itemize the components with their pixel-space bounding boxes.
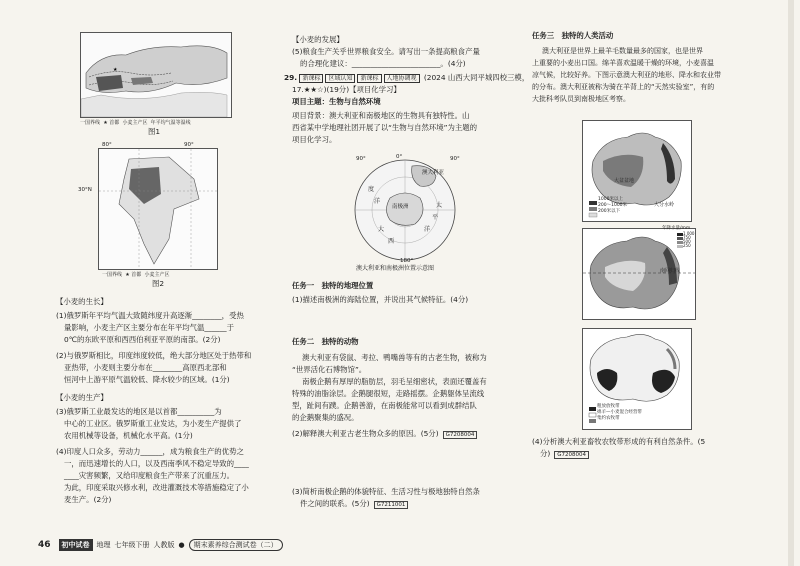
q29-tag-2: 区域认知 — [325, 74, 355, 83]
figure-2-india-map — [98, 148, 218, 270]
q1-line1: (1)俄罗斯年平均气温大致随纬度升高逐渐________，受热 — [56, 311, 244, 320]
project-bg-line1: 项目背景：澳大利亚和南极地区的生物具有独特性。山 — [292, 111, 470, 120]
agri-legend-swatch-3 — [589, 419, 596, 423]
q4-line4: 为此，印度采取兴修水利，改进灌溉技术等措施稳定了小 — [64, 483, 249, 492]
figure-1-russia-map — [80, 32, 232, 118]
task3-text-1: 澳大利亚是世界上最羊毛数量最多的国家，也是世界 — [542, 47, 703, 55]
footer-series: 初中试卷 — [59, 539, 93, 551]
globe-ocean-2: 洋 — [374, 198, 381, 205]
task3-text-2: 上重要的小麦出口国。绵羊喜欢温暖干燥的环境，小麦喜温 — [532, 59, 714, 67]
development-title: 【小麦的发展】 — [292, 35, 344, 44]
fig2-legend-border: 一国界线 — [102, 272, 123, 278]
q2-line2: 亚热带，小麦则主要分布在________高原西北部和 — [64, 363, 227, 372]
fig1-caption: 图1 — [148, 127, 161, 136]
q5-line2: 的合理化建议：________________________。(4分) — [300, 59, 466, 68]
footer-edition: 人教版 — [153, 541, 175, 549]
fig2-caption: 图2 — [152, 279, 165, 288]
q5-line1: (5)粮食生产关乎世界粮食安全。请写出一条提高粮食产量 — [292, 47, 480, 56]
q3-line2: 中心的工业区。俄罗斯重工业发达，为小麦生产提供了 — [64, 419, 242, 428]
task2-q3-line1: (3)简析南极企鹅的体貌特征、生活习性与极地独特自然条 — [292, 487, 480, 496]
fig2-legend-wheat: 小麦主产区 — [144, 272, 170, 278]
globe-ocean-3: 太 — [436, 202, 443, 209]
precip-legend-1: 1 000 — [683, 231, 695, 236]
project-bg-line3: 项目化学习。 — [292, 135, 337, 144]
q4-line2: 一，而迅速增长的人口，以及西南季风不稳定导致的____ — [64, 459, 249, 468]
globe-lon90w: 90° — [356, 156, 366, 162]
globe-ocean-6: 大 — [378, 226, 385, 233]
globe-label-australia: 澳大利亚 — [422, 170, 445, 176]
agri-legend-swatch-2 — [589, 413, 596, 417]
globe-lon180: 180° — [400, 258, 414, 264]
q2-line3: 恒河中上游平原气温较低、降水较少的区域。(1分) — [64, 375, 230, 384]
task2-q2-text: (2)解释澳大利亚古老生物众多的原因。(5分) — [292, 429, 439, 438]
globe-lon90e: 90° — [450, 156, 460, 162]
q4-line1: (4)印度人口众多，劳动力______，成为粮食生产的优势之 — [56, 447, 244, 456]
globe-ocean-4: 平 — [432, 214, 439, 221]
growth-title: 【小麦的生长】 — [56, 297, 108, 306]
precip-legend-2: 750 — [683, 235, 691, 240]
globe-ocean-1: 度 — [368, 186, 375, 193]
task2-text-4: 特殊的油脂涂层。企鹅腿很短，走路摇摆。企鹅躯体呈流线 — [292, 389, 485, 398]
terrain-legend-2: 200～1000米 — [598, 203, 628, 208]
task2-q3-line2 — [300, 498, 408, 512]
precip-legend-3: 500 — [683, 239, 691, 244]
task3-text-4: 的分布。澳大利亚被称为骑在羊背上的“天然实验室”，有的 — [532, 83, 715, 91]
precip-legend-title: 年降水量/mm — [662, 226, 691, 231]
q1-line3: 0℃的东欧平原和西西伯利亚平原的南部。(2分) — [64, 335, 221, 344]
globe-ocean-7: 西 — [388, 238, 395, 245]
q29-tag-3: 新课标 — [357, 74, 381, 83]
q29-meta: (2024 山西大同平城四校三模， — [423, 73, 530, 82]
page-edge-shadow — [788, 0, 794, 566]
footer-dot-icon: ● — [178, 541, 185, 549]
fig1-legend-isotherm: 年平均气温等温线 — [150, 120, 191, 126]
task2-q2 — [292, 428, 477, 442]
globe-lon0: 0° — [396, 154, 403, 160]
production-title: 【小麦的生产】 — [56, 393, 108, 402]
task3-text-3: 凉气候，比较好养。下图示意澳大利亚的地形、降水和农业带 — [532, 71, 721, 79]
task3-q4-line2 — [540, 448, 589, 462]
page-footer — [38, 538, 283, 552]
fig1-legend-capital: ★ 首都 — [103, 120, 120, 126]
q29-meta2: 17.★★☆)(19分)【项目化学习】 — [292, 85, 401, 94]
task2-title: 任务二 独特的动物 — [292, 337, 359, 346]
russia-map-graphic — [81, 33, 231, 117]
task1-title: 任务一 独特的地理位置 — [292, 281, 374, 290]
task2-text-6: 的企鹅聚集的盛况。 — [292, 413, 359, 422]
task2-q2-code: G7208004 — [443, 431, 478, 439]
task2-text-5: 型，趾间有蹼。企鹅善游，在南极能常可以看到成群结队 — [292, 401, 477, 410]
fig2-lat30: 30°N — [78, 187, 92, 193]
terrain-label-basin: 大盆盆地 — [614, 178, 635, 184]
project-bg-line2: 西省某中学地理社团开展了以“生物与自然环境”为主题的 — [292, 123, 478, 132]
fig2-lon90: 90° — [184, 142, 194, 148]
terrain-legend-swatch-2 — [589, 207, 597, 211]
task3-title: 任务三 独特的人类活动 — [532, 31, 614, 40]
precip-label-tropic: 南回归线 — [660, 268, 681, 274]
q29-number: 29. — [284, 73, 298, 82]
q4-line3: ____灾害频繁，又给印度粮食生产带来了沉重压力。 — [64, 471, 234, 480]
task3-q4-line2-text: 分) — [540, 449, 551, 458]
fig1-legend-border: 一国界线 — [80, 120, 101, 126]
terrain-legend-swatch-3 — [589, 213, 597, 217]
task2-text-2: “世界活化石博物馆”。 — [292, 365, 367, 374]
q29-header — [284, 72, 529, 85]
agri-legend-1: 粗放放牧带 — [597, 404, 620, 409]
task3-text-5: 大批科考队员到南极地区考察。 — [532, 95, 630, 103]
terrain-legend-swatch-1 — [589, 201, 597, 205]
q3-line3: 农用机械等设备，机械化水平高。(1分) — [64, 431, 193, 440]
footer-title: 期末素养综合测试卷（二） — [189, 539, 283, 551]
project-title: 项目主题：生物与自然环境 — [292, 97, 381, 106]
fig1-legend — [80, 118, 191, 130]
task3-q4-line1: (4)分析澳大利亚畜牧农牧带形成的有利自然条件。(5 — [532, 437, 706, 446]
q3-line1: (3)俄罗斯工业最发达的地区是以首都__________为 — [56, 407, 222, 416]
agri-legend-swatch-1 — [589, 407, 596, 411]
terrain-label-range: 大分水岭 — [654, 202, 675, 208]
fig2-lon80: 80° — [102, 142, 112, 148]
footer-grade: 七年级下册 — [114, 541, 150, 549]
india-map-graphic — [99, 149, 217, 269]
moscow-star: ★ — [113, 67, 118, 73]
q29-tag-1: 新课标 — [299, 74, 323, 83]
page-number: 46 — [38, 540, 51, 550]
q2-line1: (2)与俄罗斯相比，印度纬度较低，绝大部分地区处于热带和 — [56, 351, 252, 360]
footer-subject: 地理 — [96, 541, 111, 549]
q1-line2: 量影响，小麦主产区主要分布在年平均气温______于 — [64, 323, 234, 332]
fig1-legend-wheat: 小麦主产区 — [122, 120, 148, 126]
fig2-legend-capital: ★ 首都 — [125, 272, 142, 278]
q4-line5: 麦生产。(2分) — [64, 495, 112, 504]
agri-legend-2: 绵羊—小麦混合经营带 — [597, 410, 642, 415]
task3-q4-code: G7208004 — [554, 451, 589, 459]
globe-label-antarctica: 南极洲 — [392, 204, 409, 210]
task2-text-1: 澳大利亚有袋鼠、考拉、鸭嘴兽等有的古老生物，被称为 — [302, 353, 487, 362]
q29-tag-4: 人地协调观 — [384, 74, 420, 83]
terrain-legend-1: 1000米以上 — [598, 197, 623, 202]
precip-legend-4: 250 — [683, 243, 691, 248]
agri-legend-3: 集约农牧带 — [597, 416, 620, 421]
task2-q3-code: G7211001 — [374, 501, 409, 509]
task2-text-3: 南极企鹅有厚厚的脂肪层，羽毛呈细密状，表面还覆盖有 — [302, 377, 487, 386]
globe-caption: 澳大利亚和南极洲位置示意图 — [356, 265, 435, 272]
terrain-legend-3: 200米以下 — [598, 209, 621, 214]
globe-ocean-5: 洋 — [424, 226, 431, 233]
task1-question: (1)描述南极洲的海陆位置，并说出其气候特征。(4分) — [292, 295, 469, 304]
task2-q3-line2-text: 件之间的联系。(5分) — [300, 499, 370, 508]
